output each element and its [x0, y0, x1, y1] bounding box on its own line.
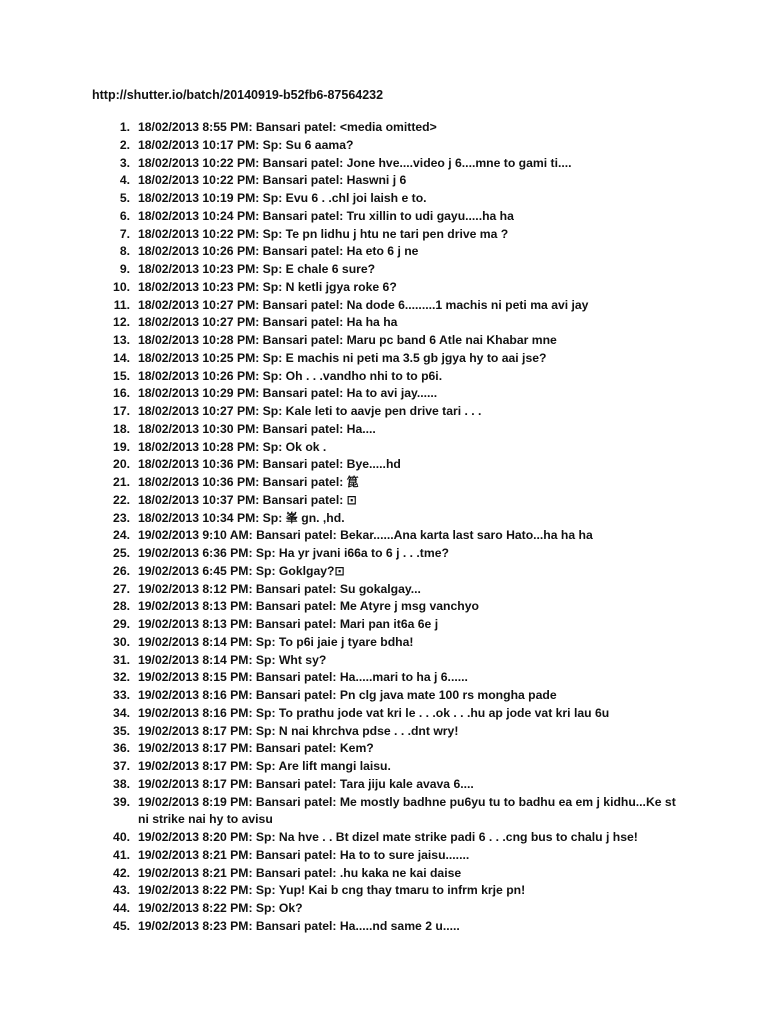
entry-number: 7.	[119, 226, 130, 241]
entry-number: 27.	[113, 581, 130, 596]
entry-text: 19/02/2013 8:14 PM: Sp: Wht sy?	[138, 652, 327, 667]
chat-log-entry	[108, 794, 688, 830]
entry-text: 19/02/2013 8:13 PM: Bansari patel: Mari pan it6a 6e j	[138, 617, 439, 631]
entry-text: 19/02/2013 8:22 PM: Sp: Ok?	[138, 901, 303, 915]
chat-log-entry	[108, 368, 688, 386]
entry-text: 19/02/2013 8:17 PM: Sp: Are lift mangi laisu.	[138, 759, 391, 773]
entry-number: 16.	[113, 386, 130, 401]
entry-text: 19/02/2013 6:45 PM: Sp: Goklgay?⊡	[138, 563, 345, 578]
entry-number: 9.	[119, 262, 130, 276]
chat-log-entry	[108, 474, 688, 492]
chat-log-entry	[108, 705, 688, 723]
entry-text: 19/02/2013 8:14 PM: Sp: To p6i jaie j tyare bdha!	[138, 634, 414, 649]
entry-number: 13.	[113, 333, 130, 347]
entry-number: 36.	[113, 741, 130, 756]
entry-text: 19/02/2013 8:16 PM: Bansari patel: Pn clg java mate 100 rs mongha pade	[138, 688, 557, 702]
chat-log-entry	[108, 456, 688, 474]
chat-log-entry	[108, 740, 688, 758]
chat-log-entry	[108, 510, 688, 528]
chat-log-entry	[108, 687, 688, 705]
entry-text: 19/02/2013 6:36 PM: Sp: Ha yr jvani i66a to 6 j . . .tme?	[138, 546, 449, 560]
entry-text: 18/02/2013 10:23 PM: Sp: N ketli jgya roke 6?	[138, 279, 397, 294]
entry-number: 43.	[113, 883, 130, 898]
chat-log-entry	[108, 155, 688, 173]
entry-text: 19/02/2013 8:23 PM: Bansari patel: Ha.....nd same 2 u.....	[138, 918, 460, 933]
entry-text: 18/02/2013 10:26 PM: Sp: Oh . . .vandho nhi to to p6i.	[138, 368, 443, 383]
chat-log-entry	[108, 900, 688, 918]
entry-number: 4.	[119, 173, 130, 188]
chat-log-entry	[108, 918, 688, 936]
entry-number: 44.	[113, 901, 130, 915]
chat-log-list	[108, 119, 688, 936]
entry-number: 35.	[113, 723, 130, 738]
entry-number: 6.	[119, 208, 130, 223]
entry-number: 20.	[113, 457, 130, 472]
chat-log-entry	[108, 208, 688, 226]
entry-text: 19/02/2013 8:21 PM: Bansari patel: .hu kaka ne kai daise	[138, 865, 462, 880]
entry-number: 3.	[119, 155, 130, 170]
entry-number: 19.	[113, 439, 130, 454]
entry-text: 18/02/2013 10:28 PM: Sp: Ok ok .	[138, 439, 327, 454]
entry-text: 19/02/2013 8:17 PM: Bansari patel: Tara jiju kale avava 6....	[138, 776, 474, 791]
chat-log-entry	[108, 226, 688, 244]
entry-text: 19/02/2013 8:20 PM: Sp: Na hve . . Bt dizel mate strike padi 6 . . .cng bus to chalu j hse!	[138, 830, 638, 844]
chat-log-entry	[108, 172, 688, 190]
entry-text: 18/02/2013 10:19 PM: Sp: Evu 6 . .chl joi laish e to.	[138, 191, 427, 205]
entry-number: 14.	[113, 350, 130, 365]
entry-text: 18/02/2013 10:37 PM: Bansari patel: ⊡	[138, 492, 357, 507]
entry-number: 40.	[113, 830, 130, 844]
entry-number: 23.	[113, 510, 130, 525]
entry-number: 11.	[113, 297, 130, 312]
chat-log-entry	[108, 332, 688, 350]
entry-text: 18/02/2013 8:55 PM: Bansari patel: <media omitted>	[138, 120, 437, 134]
entry-number: 32.	[113, 670, 130, 685]
entry-number: 38.	[113, 776, 130, 791]
entry-text: 18/02/2013 10:29 PM: Bansari patel: Ha to avi jay......	[138, 386, 438, 401]
chat-log-entry	[108, 243, 688, 261]
entry-text: 18/02/2013 10:26 PM: Bansari patel: Ha eto 6 j ne	[138, 244, 419, 259]
entry-text: 19/02/2013 8:21 PM: Bansari patel: Ha to to sure jaisu.......	[138, 847, 470, 862]
entry-number: 18.	[113, 421, 130, 436]
entry-number: 41.	[113, 847, 130, 862]
entry-text: 19/02/2013 8:13 PM: Bansari patel: Me Atyre j msg vanchyo	[138, 599, 479, 614]
entry-text: 18/02/2013 10:27 PM: Bansari patel: Ha ha ha	[138, 315, 398, 330]
chat-log-entry	[108, 652, 688, 670]
entry-text: 19/02/2013 8:22 PM: Sp: Yup! Kai b cng thay tmaru to infrm krje pn!	[138, 883, 526, 898]
chat-log-entry	[108, 829, 688, 847]
chat-log-entry	[108, 492, 688, 510]
chat-log-entry	[108, 545, 688, 563]
entry-number: 33.	[113, 688, 130, 702]
source-url: http://shutter.io/batch/20140919-b52fb6-87564232	[92, 88, 384, 102]
entry-number: 42.	[113, 865, 130, 880]
chat-log-entry	[108, 350, 688, 368]
chat-log-entry	[108, 261, 688, 279]
chat-log-entry	[108, 190, 688, 208]
entry-number: 22.	[113, 492, 130, 507]
entry-text: 18/02/2013 10:34 PM: Sp: 峯 gn. ,hd.	[138, 510, 345, 525]
chat-log-entry	[108, 421, 688, 439]
entry-number: 37.	[113, 759, 130, 773]
entry-number: 1.	[119, 120, 130, 134]
chat-log-entry	[108, 137, 688, 155]
chat-log-entry	[108, 314, 688, 332]
chat-log-entry	[108, 119, 688, 137]
chat-log-entry	[108, 297, 688, 315]
entry-number: 30.	[113, 634, 130, 649]
entry-number: 29.	[113, 617, 130, 631]
entry-number: 12.	[113, 315, 130, 330]
entry-text: 19/02/2013 8:12 PM: Bansari patel: Su gokalgay...	[138, 581, 421, 596]
entry-number: 15.	[113, 368, 130, 383]
entry-text: 18/02/2013 10:36 PM: Bansari patel: Bye.....hd	[138, 457, 401, 472]
entry-number: 39.	[113, 794, 130, 809]
chat-log-entry	[108, 403, 688, 421]
entry-text: 19/02/2013 8:17 PM: Sp: N nai khrchva pdse . . .dnt wry!	[138, 723, 459, 738]
chat-log-entry	[108, 634, 688, 652]
entry-number: 17.	[113, 404, 130, 418]
entry-text: 18/02/2013 10:17 PM: Sp: Su 6 aama?	[138, 137, 354, 152]
entry-number: 31.	[113, 652, 130, 667]
entry-text: 19/02/2013 8:16 PM: Sp: To prathu jode vat kri le . . .ok . . .hu ap jode vat kri lau 6u	[138, 705, 610, 720]
entry-text: 18/02/2013 10:25 PM: Sp: E machis ni peti ma 3.5 gb jgya hy to aai jse?	[138, 350, 547, 365]
entry-text: 18/02/2013 10:28 PM: Bansari patel: Maru pc band 6 Atle nai Khabar mne	[138, 333, 557, 347]
entry-number: 45.	[113, 918, 130, 933]
entry-text: 18/02/2013 10:24 PM: Bansari patel: Tru xillin to udi gayu.....ha ha	[138, 208, 514, 223]
chat-log-entry	[108, 527, 688, 545]
chat-log-entry	[108, 385, 688, 403]
chat-log-entry	[108, 616, 688, 634]
entry-number: 2.	[119, 137, 130, 152]
chat-log-entry	[108, 723, 688, 741]
entry-text: 18/02/2013 10:36 PM: Bansari patel: 箟	[138, 475, 359, 489]
chat-log-entry	[108, 776, 688, 794]
entry-number: 5.	[119, 191, 130, 205]
entry-number: 21.	[113, 475, 130, 489]
entry-text: 18/02/2013 10:23 PM: Sp: E chale 6 sure?	[138, 262, 376, 276]
chat-log-entry	[108, 581, 688, 599]
entry-text: 18/02/2013 10:27 PM: Bansari patel: Na dode 6.........1 machis ni peti ma avi jay	[138, 297, 589, 312]
entry-text: 18/02/2013 10:22 PM: Sp: Te pn lidhu j htu ne tari pen drive ma ?	[138, 226, 509, 241]
chat-log-entry	[108, 439, 688, 457]
chat-log-entry	[108, 563, 688, 581]
chat-log-entry	[108, 847, 688, 865]
chat-log-entry	[108, 758, 688, 776]
entry-number: 8.	[119, 244, 130, 259]
entry-text: 19/02/2013 8:17 PM: Bansari patel: Kem?	[138, 741, 374, 756]
entry-number: 28.	[113, 599, 130, 614]
entry-text: 18/02/2013 10:22 PM: Bansari patel: Jone hve....video j 6....mne to gami ti....	[138, 155, 572, 170]
chat-log-entry	[108, 598, 688, 616]
chat-log-entry	[108, 669, 688, 687]
entry-text: 18/02/2013 10:22 PM: Bansari patel: Haswni j 6	[138, 173, 407, 188]
entry-number: 24.	[113, 528, 130, 543]
chat-log-entry	[108, 865, 688, 883]
chat-log-entry	[108, 279, 688, 297]
entry-text: 18/02/2013 10:30 PM: Bansari patel: Ha....	[138, 421, 376, 436]
entry-text: 19/02/2013 8:15 PM: Bansari patel: Ha.....mari to ha j 6......	[138, 670, 468, 685]
entry-text: 19/02/2013 9:10 AM: Bansari patel: Bekar......Ana karta last saro Hato...ha ha ha	[138, 528, 593, 543]
entry-number: 10.	[113, 279, 130, 294]
entry-number: 25.	[113, 546, 130, 560]
entry-number: 26.	[113, 563, 130, 578]
entry-text: 19/02/2013 8:19 PM: Bansari patel: Me mostly badhne pu6yu tu to badhu ea em j kidhu...Ke st ni strike nai hy to avisu	[138, 794, 676, 827]
entry-number: 34.	[113, 705, 130, 720]
chat-log-entry	[108, 882, 688, 900]
entry-text: 18/02/2013 10:27 PM: Sp: Kale leti to aavje pen drive tari . . .	[138, 404, 482, 418]
